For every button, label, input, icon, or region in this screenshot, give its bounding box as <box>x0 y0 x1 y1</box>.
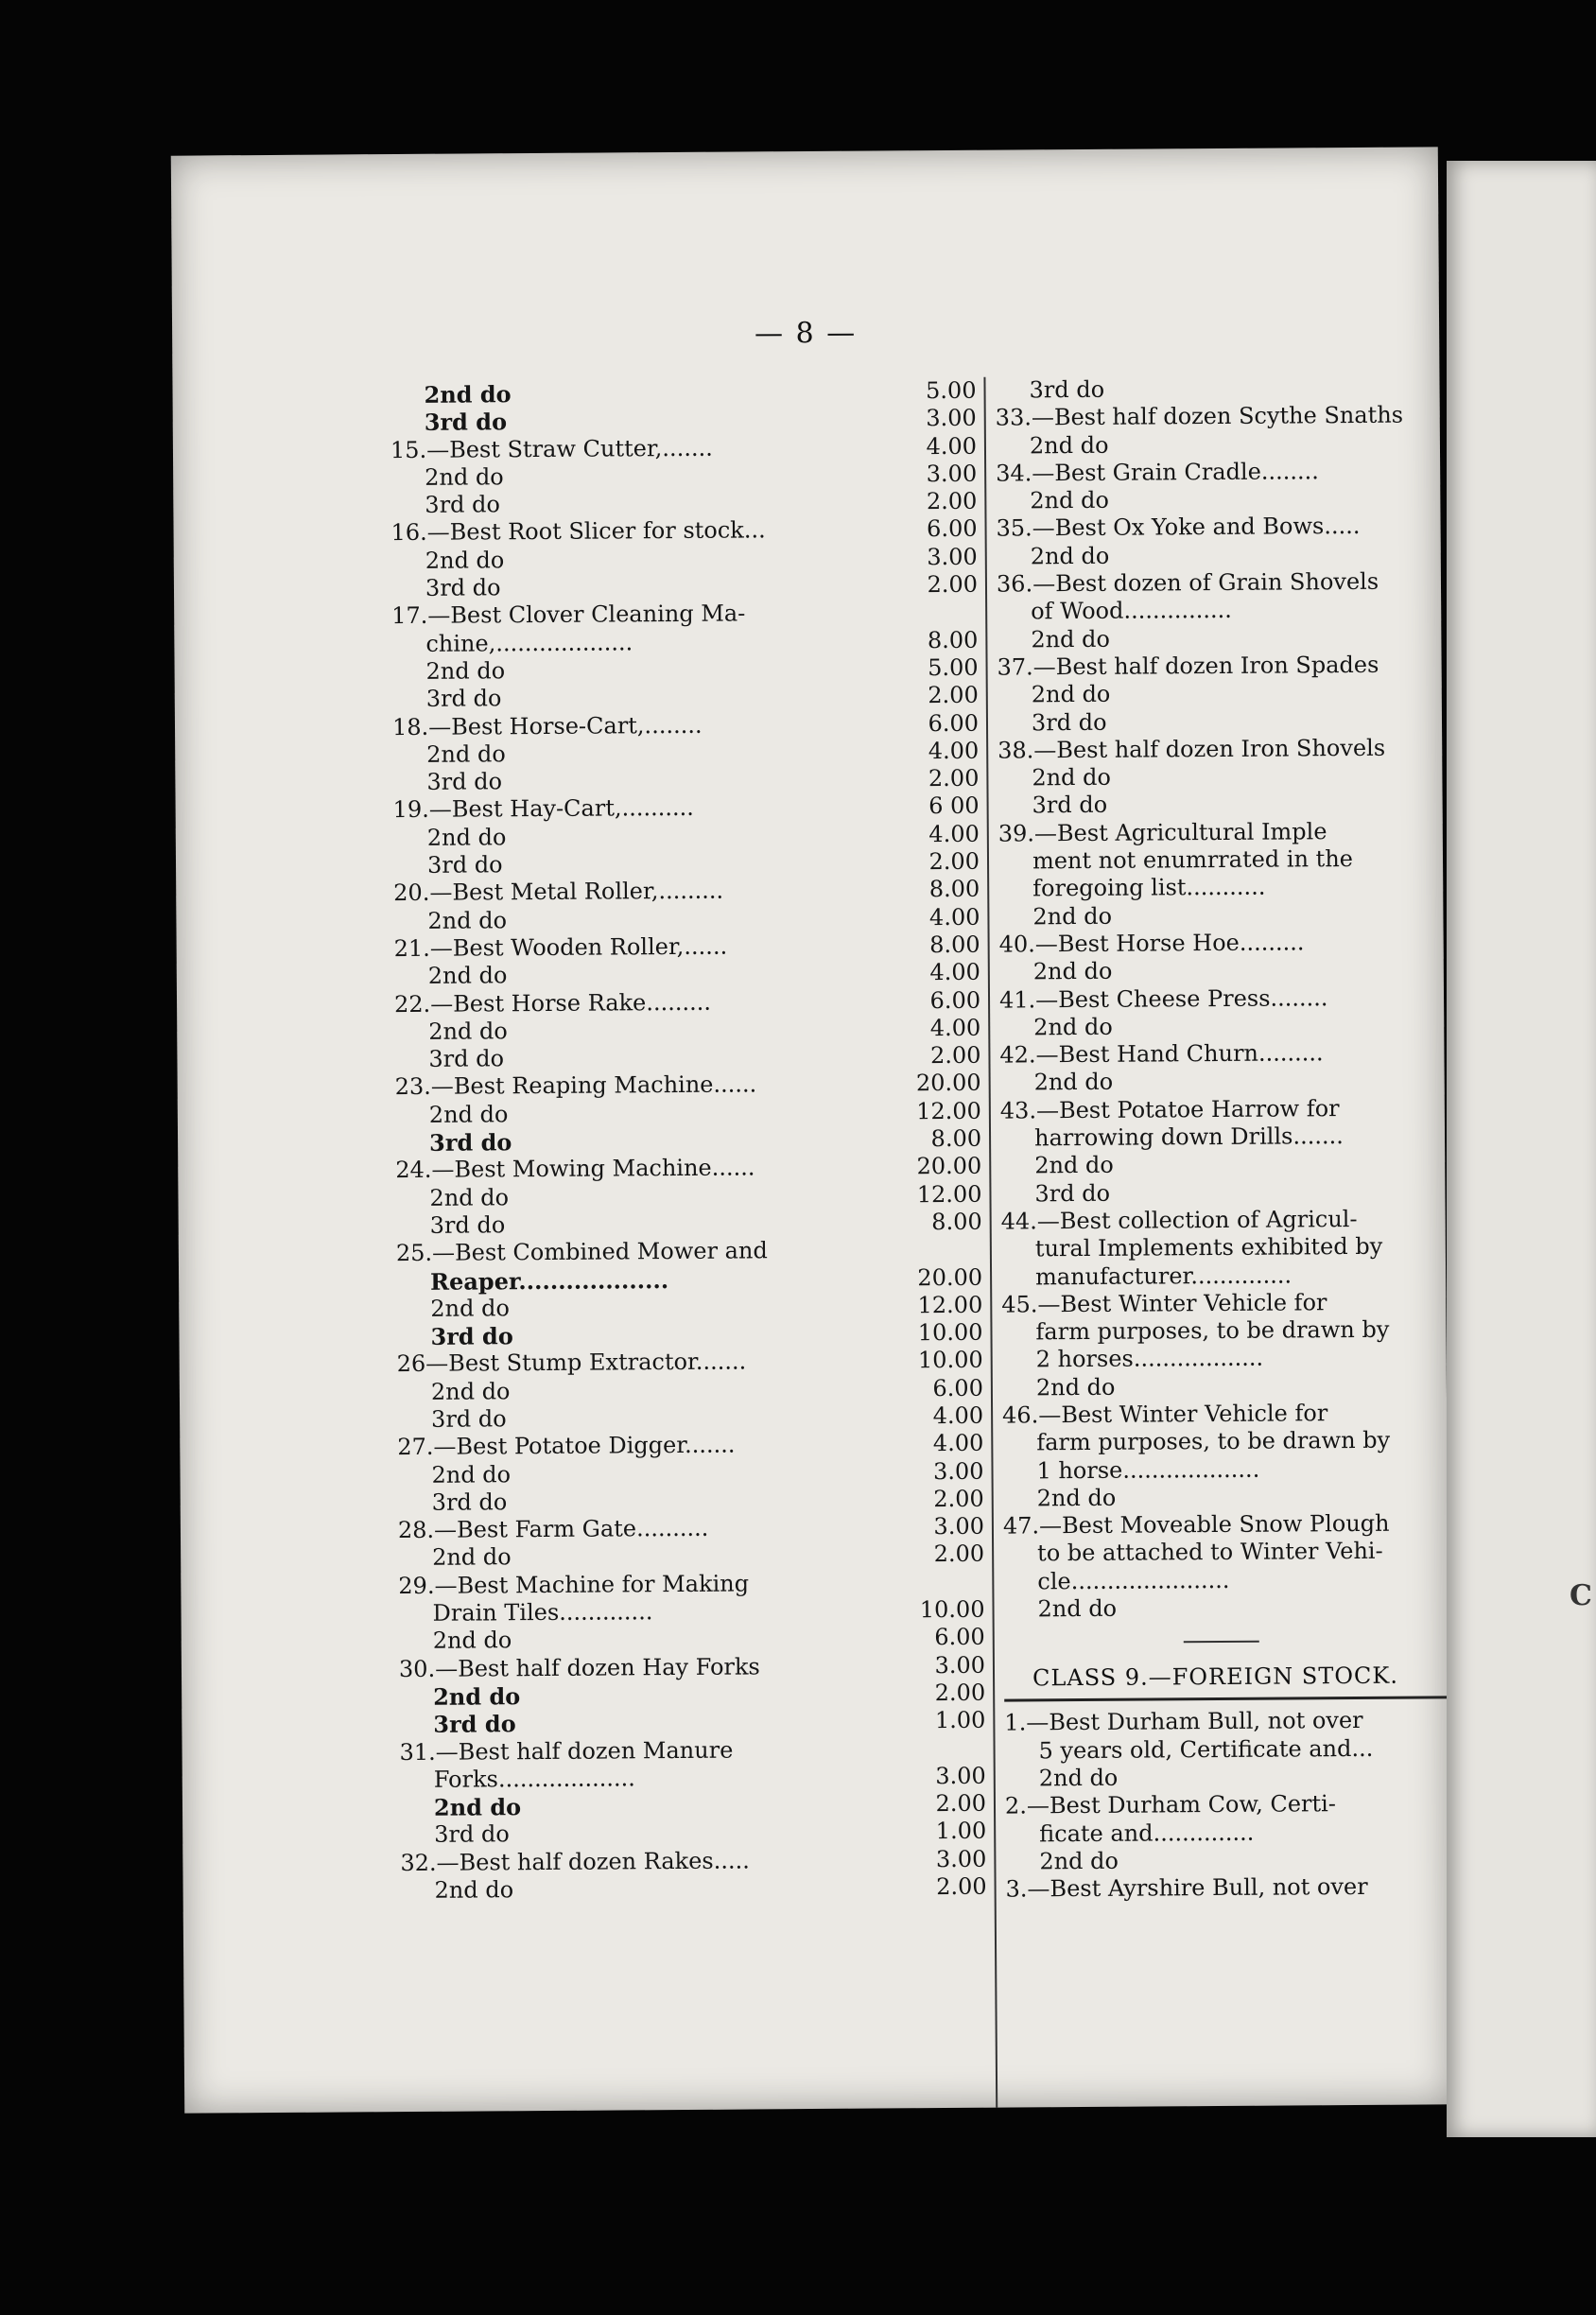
prize-line <box>398 1596 984 1628</box>
prize-description: 3rd do <box>430 1322 513 1350</box>
prize-description: Forks................... <box>433 1765 635 1793</box>
prize-description: 31.—Best half dozen Manure <box>399 1736 734 1766</box>
left-column <box>390 377 986 1906</box>
prize-description: 3rd do <box>431 1488 508 1516</box>
prize-amount: 3.00 <box>935 1762 986 1789</box>
prize-description: 20.—Best Metal Roller,......... <box>393 877 724 907</box>
prize-amount: 10.00 <box>917 1318 983 1347</box>
prize-description: 34.—Best Grain Cradle........ <box>996 458 1319 487</box>
prize-line <box>390 461 977 493</box>
prize-amount: 4.00 <box>932 1430 984 1457</box>
prize-description: foregoing list........... <box>1032 873 1266 902</box>
prize-line <box>391 626 978 658</box>
prize-description: 3rd do <box>426 851 503 879</box>
prize-amount: 20.00 <box>917 1263 983 1291</box>
prize-line <box>392 738 979 770</box>
prize-description: 2nd do <box>432 1627 512 1655</box>
prize-line <box>397 1374 983 1406</box>
prize-description: 2nd do <box>425 547 505 574</box>
prize-description: 2nd do <box>1037 1594 1118 1623</box>
prize-amount: 3.00 <box>926 460 978 488</box>
prize-amount: 4.00 <box>929 1014 981 1041</box>
prize-description: farm purposes, to be drawn by <box>1035 1315 1390 1346</box>
prize-description: 3rd do <box>429 1211 506 1239</box>
prize-description: 21.—Best Wooden Roller,...... <box>393 932 728 963</box>
prize-description: 28.—Best Farm Gate.......... <box>397 1514 709 1544</box>
prize-line <box>399 1707 985 1739</box>
prize-line <box>395 1153 981 1185</box>
prize-description: 2nd do <box>1033 1069 1114 1096</box>
prize-description: 2nd do <box>1030 486 1109 514</box>
class-heading: CLASS 9.—FOREIGN STOCK. <box>1032 1662 1399 1692</box>
prize-description: 2nd do <box>427 906 508 934</box>
prize-line <box>391 571 978 603</box>
prize-description: 3rd do <box>425 491 501 519</box>
prize-description: 2nd do <box>1038 1764 1119 1792</box>
prize-description: 33.—Best half dozen Scythe Snaths <box>995 401 1404 431</box>
adjacent-page-edge <box>1447 161 1596 2137</box>
prize-description: 2nd do <box>429 1183 510 1211</box>
prize-amount: 10.00 <box>919 1595 985 1624</box>
prize-line <box>399 1624 985 1656</box>
prize-amount: 4.00 <box>929 958 980 986</box>
prize-description: tural Implements exhibited by <box>1034 1232 1383 1262</box>
prize-description: 5 years old, Certificate and... <box>1038 1734 1374 1764</box>
prize-description: 2nd do <box>1031 625 1111 653</box>
prize-description: 2nd do <box>427 962 508 990</box>
prize-line <box>392 682 979 714</box>
prize-line <box>393 792 980 825</box>
prize-line <box>398 1513 984 1545</box>
prize-description: 30.—Best half dozen Hay Forks <box>398 1653 760 1682</box>
prize-description: 2nd do <box>426 740 506 768</box>
prize-description: cle...................... <box>1037 1566 1230 1595</box>
prize-line <box>397 1347 983 1379</box>
prize-description: 2nd do <box>430 1377 511 1405</box>
prize-line <box>390 377 976 409</box>
prize-amount: 10.00 <box>917 1347 983 1374</box>
prize-amount: 4.00 <box>928 737 980 764</box>
prize-description: Drain Tiles............. <box>432 1598 653 1627</box>
prize-line <box>397 1402 983 1435</box>
prize-line <box>399 1651 985 1683</box>
prize-description: 3.—Best Ayrshire Bull, not over <box>1005 1873 1368 1903</box>
prize-amount: 2.00 <box>934 1679 986 1707</box>
prize-line <box>401 1873 987 1906</box>
prize-description: farm purposes, to be drawn by <box>1036 1427 1391 1456</box>
prize-description: 17.—Best Clover Cleaning Ma- <box>391 600 746 630</box>
prize-line <box>400 1845 986 1877</box>
prize-description: 29.—Best Machine for Making <box>398 1570 750 1599</box>
prize-description: 2nd do <box>1036 1484 1117 1512</box>
prize-description: 3rd do <box>1031 708 1107 736</box>
prize-amount: 2.00 <box>928 764 980 792</box>
prize-line <box>398 1486 984 1518</box>
prize-description: 2.—Best Durham Cow, Certi- <box>1004 1790 1336 1819</box>
prize-description: 16.—Best Root Slicer for stock... <box>390 516 766 547</box>
prize-description: 3rd do <box>426 768 503 795</box>
prize-line <box>398 1540 984 1573</box>
prize-amount: 2.00 <box>936 1872 987 1901</box>
prize-description: ment not enumrrated in the <box>1032 845 1354 875</box>
prize-amount: 8.00 <box>927 626 979 653</box>
prize-description: 46.—Best Winter Vehicle for <box>1002 1400 1328 1429</box>
prize-description: 44.—Best collection of Agricul- <box>1000 1205 1358 1235</box>
prize-amount: 6.00 <box>934 1624 985 1651</box>
prize-line <box>400 1790 986 1822</box>
prize-description: 2nd do <box>430 1295 510 1322</box>
prize-description: 32.—Best half dozen Rakes..... <box>400 1847 750 1876</box>
prize-line <box>396 1292 982 1324</box>
prize-description: 2nd do <box>1029 431 1109 459</box>
prize-amount: 12.00 <box>916 1180 982 1208</box>
prize-description: 3rd do <box>434 1820 510 1849</box>
prize-line <box>393 876 980 908</box>
prize-amount: 3.00 <box>926 405 977 432</box>
prize-line <box>391 599 978 631</box>
prize-line <box>394 986 980 1018</box>
prize-description: 37.—Best half dozen Iron Spades <box>997 651 1379 681</box>
prize-amount: 20.00 <box>915 1070 981 1097</box>
prize-line <box>394 1042 980 1074</box>
prize-description: 22.—Best Horse Rake......... <box>393 988 712 1018</box>
prize-description: 40.—Best Horse Hoe......... <box>998 929 1305 958</box>
prize-description: 3rd do <box>425 574 501 601</box>
prize-amount: 2.00 <box>933 1540 985 1568</box>
prize-line <box>391 544 978 576</box>
prize-description: 2nd do <box>424 380 512 409</box>
prize-description: 41.—Best Cheese Press........ <box>998 983 1328 1014</box>
prize-line <box>396 1319 982 1351</box>
prize-line <box>390 515 977 548</box>
prize-amount: 1.00 <box>934 1706 986 1734</box>
prize-amount: 2.00 <box>928 847 980 876</box>
prize-line <box>400 1763 986 1795</box>
prize-description: 3rd do <box>428 1128 512 1157</box>
prize-line <box>393 848 980 880</box>
prize-amount: 5.00 <box>926 376 977 405</box>
prize-line <box>396 1236 982 1268</box>
prize-description: 3rd do <box>431 1405 507 1433</box>
prize-amount: 8.00 <box>931 1208 982 1236</box>
prize-line <box>398 1568 984 1600</box>
prize-line <box>392 765 979 797</box>
prize-amount: 4.00 <box>926 432 978 460</box>
prize-amount: 2.00 <box>933 1485 984 1512</box>
prize-description: 2nd do <box>1031 681 1111 708</box>
prize-description: 3rd do <box>1029 375 1105 404</box>
prize-line <box>396 1263 982 1296</box>
prize-line <box>399 1680 985 1712</box>
prize-description: 42.—Best Hand Churn......... <box>999 1039 1324 1069</box>
prize-amount: 20.00 <box>916 1153 982 1180</box>
prize-description: 3rd do <box>1034 1179 1111 1207</box>
prize-description: 2nd do <box>433 1793 522 1821</box>
prize-amount: 4.00 <box>928 903 980 931</box>
prize-amount: 3.00 <box>935 1845 987 1872</box>
prize-description: 2nd do <box>434 1876 514 1904</box>
document-page <box>171 147 1451 2113</box>
prize-description: to be attached to Winter Vehi- <box>1037 1538 1383 1567</box>
prize-amount: 6 00 <box>928 792 980 820</box>
prize-line <box>390 405 977 437</box>
prize-description: 36.—Best dozen of Grain Shovels <box>996 567 1379 598</box>
prize-description: 25.—Best Combined Mower and <box>395 1237 768 1267</box>
prize-description: 26—Best Stump Extractor....... <box>396 1348 747 1378</box>
prize-amount: 2.00 <box>927 570 979 599</box>
prize-line <box>397 1430 983 1462</box>
prize-line <box>390 432 977 464</box>
prize-description: 23.—Best Reaping Machine...... <box>394 1070 757 1101</box>
prize-amount: 6.00 <box>928 709 980 737</box>
prize-amount: 8.00 <box>929 931 980 959</box>
prize-description: 2nd do <box>1034 1152 1114 1179</box>
prize-description: 19.—Best Hay-Cart,.......... <box>392 794 694 824</box>
prize-description: 2nd do <box>428 1018 508 1045</box>
prize-description: 3rd do <box>425 685 502 713</box>
prize-description: 2nd do <box>1032 958 1113 985</box>
page-number: — 8 — <box>754 316 858 351</box>
prize-description: 35.—Best Ox Yoke and Bows..... <box>996 513 1361 543</box>
prize-description: 3rd do <box>433 1710 516 1739</box>
prize-description: 18.—Best Horse-Cart,........ <box>391 711 703 740</box>
prize-line <box>394 931 980 964</box>
prize-description: 43.—Best Potatoe Harrow for <box>999 1094 1340 1124</box>
prize-amount: 2.00 <box>935 1789 987 1818</box>
adjacent-page-fragment: C <box>1570 1579 1592 1612</box>
prize-description: 39.—Best Agricultural Imple <box>998 817 1327 847</box>
prize-line <box>390 488 977 520</box>
prize-description: 3rd do <box>1032 792 1108 819</box>
prize-amount: 3.00 <box>932 1457 984 1485</box>
prize-line <box>394 1015 980 1047</box>
prize-description: 24.—Best Mowing Machine...... <box>395 1154 755 1184</box>
prize-description: 2nd do <box>432 1543 512 1572</box>
prize-description: ficate and.............. <box>1039 1819 1255 1847</box>
prize-amount: 6.00 <box>929 986 981 1014</box>
prize-description: 2nd do <box>1032 902 1113 930</box>
prize-description: harrowing down Drills....... <box>1033 1123 1344 1152</box>
prize-amount: 6.00 <box>927 515 978 543</box>
prize-line <box>395 1125 981 1158</box>
prize-description: 2nd do <box>433 1682 521 1711</box>
prize-description: 2nd do <box>1033 1013 1113 1041</box>
prize-description: 2nd do <box>426 823 507 851</box>
prize-line <box>395 1070 981 1102</box>
prize-amount: 12.00 <box>917 1291 983 1319</box>
prize-description: 3rd do <box>424 408 508 437</box>
prize-description: 45.—Best Winter Vehicle for <box>1001 1288 1327 1318</box>
prize-description: 2nd do <box>431 1460 512 1488</box>
prize-description: 2nd do <box>425 657 506 685</box>
prize-line <box>397 1457 983 1489</box>
prize-amount: 3.00 <box>927 543 978 570</box>
prize-line <box>393 821 980 853</box>
prize-description: 2nd do <box>1032 763 1112 792</box>
prize-description: 2nd do <box>1035 1373 1116 1401</box>
prize-line <box>399 1734 985 1767</box>
prize-line <box>400 1818 986 1850</box>
prize-line <box>395 1180 981 1212</box>
prize-amount: 2.00 <box>926 487 978 515</box>
prize-description: of Wood............... <box>1031 597 1232 625</box>
prize-amount: 3.00 <box>934 1651 986 1679</box>
prize-description: 3rd do <box>428 1045 505 1072</box>
prize-description: 2nd do <box>425 463 504 491</box>
prize-line <box>393 903 980 935</box>
prize-description: 15.—Best Straw Cutter,....... <box>390 434 713 463</box>
prize-line <box>392 654 979 687</box>
prize-amount: 5.00 <box>928 653 979 682</box>
prize-line <box>392 709 979 741</box>
prize-amount: 2.00 <box>928 682 979 709</box>
prize-amount: 4.00 <box>928 820 980 847</box>
prize-line <box>394 959 980 991</box>
prize-amount: 4.00 <box>932 1401 984 1430</box>
prize-amount: 3.00 <box>933 1512 985 1540</box>
prize-amount: 8.00 <box>928 876 980 903</box>
prize-description: chine,................... <box>425 628 633 657</box>
prize-description: 2nd do <box>1039 1847 1119 1875</box>
prize-amount: 6.00 <box>932 1374 984 1401</box>
prize-amount: 2.00 <box>929 1041 981 1070</box>
prize-amount: 1.00 <box>935 1818 987 1845</box>
prize-description: 38.—Best half dozen Iron Shovels <box>998 734 1386 764</box>
prize-line <box>395 1097 981 1129</box>
prize-description: Reaper................... <box>430 1265 669 1296</box>
prize-description: 1 horse................... <box>1036 1455 1260 1484</box>
prize-amount: 8.00 <box>930 1124 982 1153</box>
prize-description: 47.—Best Moveable Snow Plough <box>1002 1509 1390 1540</box>
prize-description: 2 horses.................. <box>1035 1345 1264 1373</box>
prize-line <box>396 1209 982 1241</box>
prize-description: 2nd do <box>428 1100 509 1128</box>
prize-description: manufacturer.............. <box>1034 1261 1292 1290</box>
prize-description: 27.—Best Potatoe Digger....... <box>397 1431 736 1461</box>
prize-amount: 12.00 <box>916 1097 981 1124</box>
prize-description: 1.—Best Durham Bull, not over <box>1004 1707 1363 1736</box>
prize-description: 2nd do <box>1030 542 1110 570</box>
